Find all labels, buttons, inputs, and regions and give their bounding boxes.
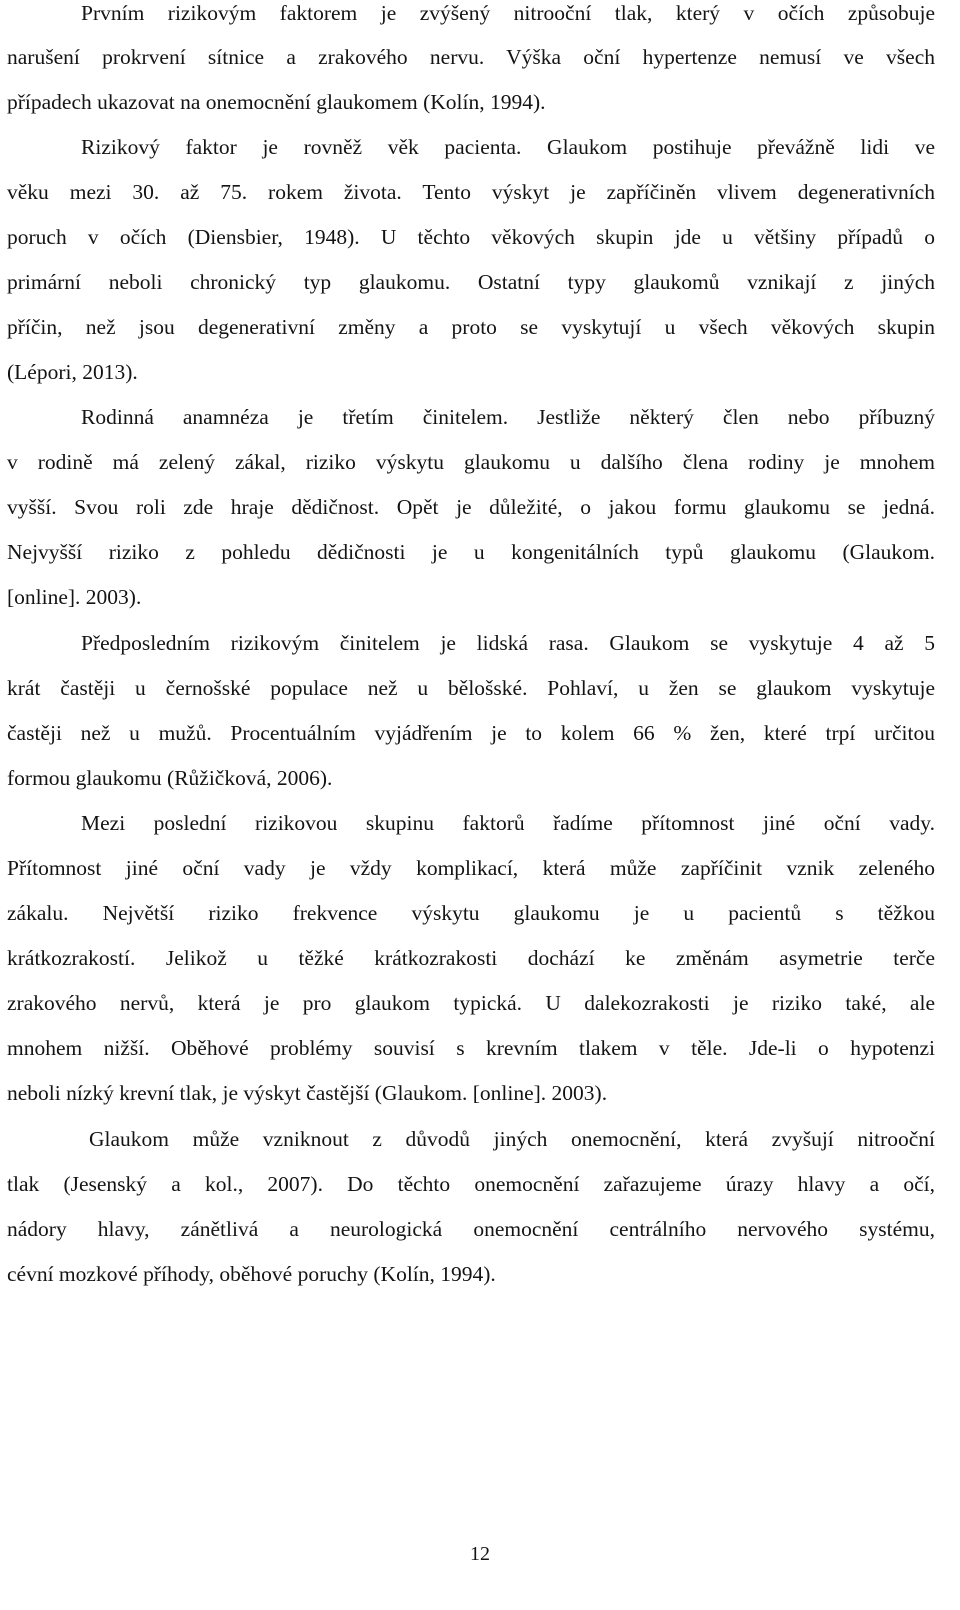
paragraph-5-line-2: Přítomnost jiné oční vady je vždy komplikací, která může zapříčinit vznik zeleného — [7, 856, 935, 880]
paragraph-1-line-3: případech ukazovat na onemocnění glaukomem (Kolín, 1994). — [7, 90, 546, 114]
page-number: 12 — [470, 1543, 490, 1565]
paragraph-5-line-7: neboli nízký krevní tlak, je výskyt častější (Glaukom. [online]. 2003). — [7, 1081, 608, 1105]
paragraph-3-line-5: [online]. 2003). — [7, 585, 142, 609]
paragraph-5-line-1: Mezi poslední rizikovou skupinu faktorů řadíme přítomnost jiné oční vady. — [81, 811, 935, 835]
paragraph-6-line-2: tlak (Jesenský a kol., 2007). Do těchto onemocnění zařazujeme úrazy hlavy a očí, — [7, 1172, 935, 1196]
paragraph-5-line-4: krátkozrakostí. Jelikož u těžké krátkozrakosti dochází ke změnám asymetrie terče — [7, 946, 935, 970]
paragraph-3-line-2: v rodině má zelený zákal, riziko výskytu glaukomu u dalšího člena rodiny je mnohem — [7, 450, 935, 474]
paragraph-2-line-6: (Lépori, 2013). — [7, 360, 138, 384]
paragraph-3-line-4: Nejvyšší riziko z pohledu dědičnosti je u kongenitálních typů glaukomu (Glaukom. — [7, 540, 935, 564]
paragraph-4-line-3: častěji než u mužů. Procentuálním vyjádřením je to kolem 66 % žen, které trpí určitou — [7, 721, 935, 745]
paragraph-5-line-3: zákalu. Největší riziko frekvence výskytu glaukomu je u pacientů s těžkou — [7, 901, 935, 925]
paragraph-2-line-1: Rizikový faktor je rovněž věk pacienta. Glaukom postihuje převážně lidi ve — [81, 135, 935, 159]
paragraph-4-line-2: krát častěji u černošské populace než u bělošské. Pohlaví, u žen se glaukom vyskytuje — [7, 676, 935, 700]
paragraph-2-line-3: poruch v očích (Diensbier, 1948). U těchto věkových skupin jde u většiny případů o — [7, 225, 935, 249]
paragraph-1-line-2: narušení prokrvení sítnice a zrakového nervu. Výška oční hypertenze nemusí ve všech — [7, 45, 935, 69]
paragraph-4-line-1: Předposledním rizikovým činitelem je lidská rasa. Glaukom se vyskytuje 4 až 5 — [81, 631, 935, 655]
paragraph-6-line-1: Glaukom může vzniknout z důvodů jiných onemocnění, která zvyšují nitrooční — [89, 1127, 935, 1151]
paragraph-6-line-4: cévní mozkové příhody, oběhové poruchy (Kolín, 1994). — [7, 1262, 496, 1286]
paragraph-4-line-4: formou glaukomu (Růžičková, 2006). — [7, 766, 333, 790]
paragraph-6-line-3: nádory hlavy, zánětlivá a neurologická onemocnění centrálního nervového systému, — [7, 1217, 935, 1241]
paragraph-2-line-2: věku mezi 30. až 75. rokem života. Tento výskyt je zapříčiněn vlivem degenerativních — [7, 180, 935, 204]
paragraph-2-line-5: příčin, než jsou degenerativní změny a proto se vyskytují u všech věkových skupin — [7, 315, 935, 339]
paragraph-3-line-1: Rodinná anamnéza je třetím činitelem. Jestliže některý člen nebo příbuzný — [81, 405, 935, 429]
paragraph-3-line-3: vyšší. Svou roli zde hraje dědičnost. Opět je důležité, o jakou formu glaukomu se jedná. — [7, 495, 935, 519]
paragraph-2-line-4: primární neboli chronický typ glaukomu. Ostatní typy glaukomů vznikají z jiných — [7, 270, 935, 294]
paragraph-5-line-6: mnohem nižší. Oběhové problémy souvisí s krevním tlakem v těle. Jde-li o hypotenzi — [7, 1036, 935, 1060]
paragraph-1-line-1: Prvním rizikovým faktorem je zvýšený nitrooční tlak, který v očích způsobuje — [81, 1, 935, 25]
paragraph-5-line-5: zrakového nervů, která je pro glaukom typická. U dalekozrakosti je riziko také, ale — [7, 991, 935, 1015]
